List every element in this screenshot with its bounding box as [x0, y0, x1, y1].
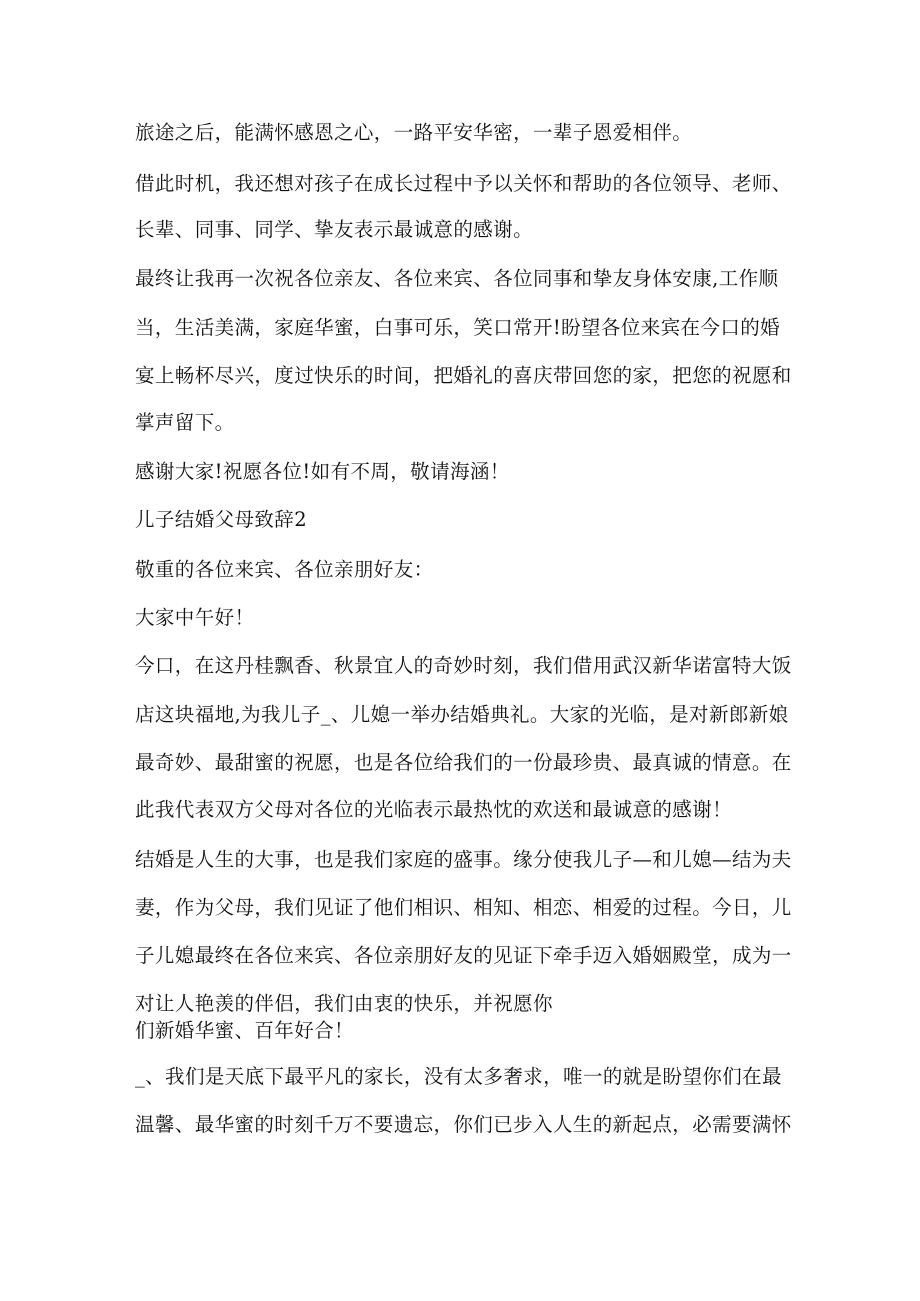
section-heading: 儿子结婚父母致辞2 [135, 508, 308, 531]
text-line: 们新婚华蜜、百年好合！ [135, 1019, 354, 1042]
text-line: 最奇妙、最甜蜜的祝愿，也是各位给我们的一份最珍贵、最真诚的情意。在 [135, 751, 792, 774]
text-line: 最终让我再一次祝各位亲友、各位来宾、各位同事和挚友身体安康,工作顺 [135, 267, 779, 290]
text-line: 结婚是人生的大事，也是我们家庭的盛事。缘分使我儿子—和儿媳—结为夫 [135, 848, 792, 871]
text-line: 子儿媳最终在各位来宾、各位亲朋好友的见证下牵手迈入婚姻殿堂，成为一 [135, 944, 792, 967]
text-line: 旅途之后，能满怀感恩之心，一路平安华密，一辈子恩爱相伴。 [135, 121, 693, 144]
text-line: 当，生活美满，家庭华蜜，白事可乐，笑口常开!盼望各位来宾在今口的婚 [135, 316, 781, 339]
text-line: 对让人艳羡的伴侣，我们由衷的快乐，并祝愿你 [135, 992, 553, 1015]
text-line: 掌声留下。 [135, 411, 235, 434]
salutation: 敬重的各位来宾、各位亲朋好友： [135, 558, 434, 581]
text-line: 长辈、同事、同学、挚友表示最诚意的感谢。 [135, 218, 534, 241]
text-line: 店这块福地,为我儿子_、儿媳一举办结婚典礼。大家的光临，是对新郎新娘 [135, 703, 789, 726]
greeting: 大家中午好！ [135, 606, 255, 629]
text-line: 妻，作为父母，我们见证了他们相识、相知、相恋、相爱的过程。今日，儿 [135, 896, 792, 919]
text-line: 借此时机，我还想对孩子在成长过程中予以关怀和帮助的各位领导、老师、 [135, 172, 792, 195]
text-line: 感谢大家!祝愿各位!如有不周，敬请海涵！ [135, 460, 510, 483]
text-line: 此我代表双方父母对各位的光临表示最热忱的欢送和最诚意的感谢！ [135, 798, 733, 821]
text-line: 温馨、最华蜜的时刻千万不要遗忘，你们已步入人生的新起点，必需要满怀 [135, 1113, 792, 1136]
text-line: _、我们是天底下最平凡的家长，没有太多奢求，唯一的就是盼望你们在最 [135, 1065, 782, 1088]
text-line: 宴上畅杯尽兴，度过快乐的时间，把婚礼的喜庆带回您的家，把您的祝愿和 [135, 364, 792, 387]
text-line: 今口，在这丹桂飘香、秋景宜人的奇妙时刻，我们借用武汉新华诺富特大饭 [135, 654, 792, 677]
